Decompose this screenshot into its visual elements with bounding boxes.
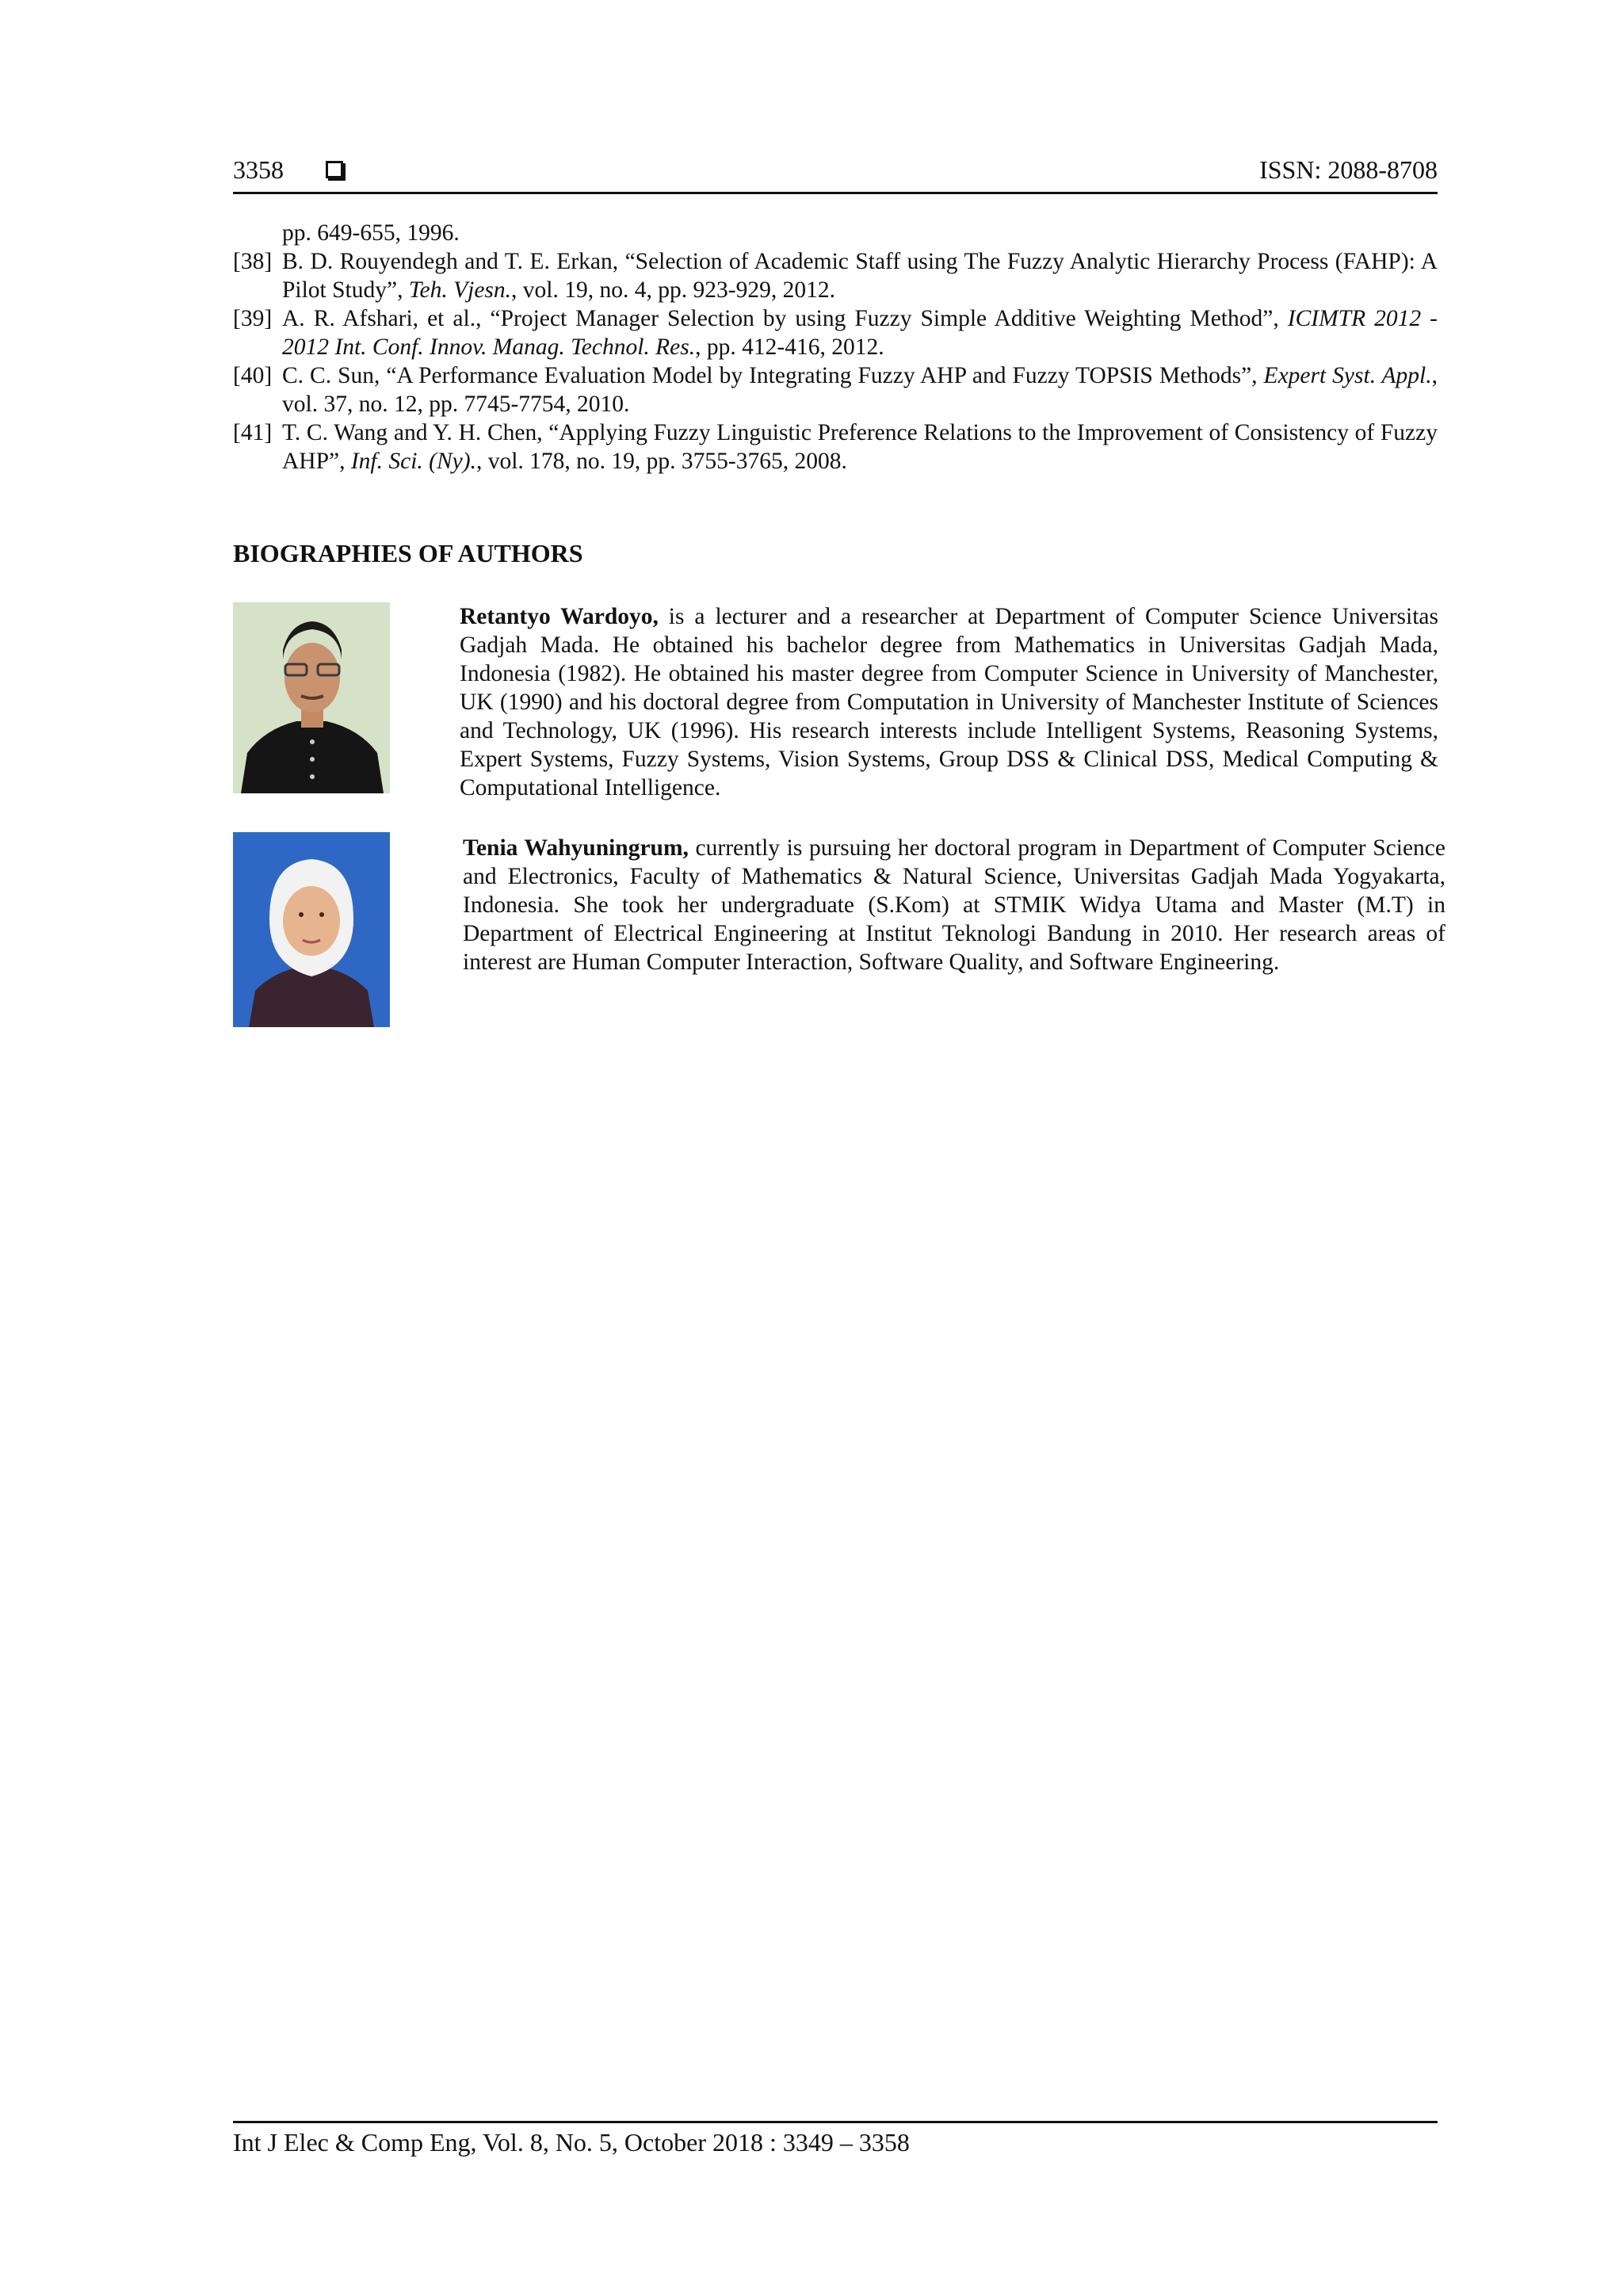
footer-citation: Int J Elec & Comp Eng, Vol. 8, No. 5, October 2018 : 3349 – 3358	[233, 2128, 910, 2157]
author-photo-wahyuningrum	[233, 832, 390, 1027]
reference-details: , vol. 19, no. 4, pp. 923-929, 2012.	[511, 277, 835, 303]
author-photo-wardoyo	[233, 602, 390, 793]
reference-38	[233, 247, 1438, 304]
author-name: Tenia Wahyuningrum,	[463, 835, 689, 861]
reference-journal: Teh. Vjesn.	[408, 277, 512, 303]
reference-41	[233, 418, 1438, 476]
portrait-female-image	[233, 832, 390, 1027]
reference-number: [38]	[233, 249, 273, 274]
page-number: 3358	[233, 155, 284, 184]
author-bio-wardoyo	[460, 602, 1438, 802]
reference-number: [39]	[233, 306, 273, 331]
reference-details: , vol. 178, no. 19, pp. 3755-3765, 2008.	[475, 449, 847, 474]
biographies-heading: BIOGRAPHIES OF AUTHORS	[233, 539, 583, 567]
reference-text: A. R. Afshari, et al., “Project Manager Selection by using Fuzzy Simple Additive Weighting Method”,	[282, 306, 1288, 331]
reference-39	[233, 304, 1438, 361]
page-footer	[233, 2121, 1438, 2157]
reference-text: C. C. Sun, “A Performance Evaluation Model by Integrating Fuzzy AHP and Fuzzy TOPSIS Methods”,	[282, 363, 1264, 388]
reference-journal: ICIMTR 2012 - 2012 Int. Conf. Innov. Manag. Technol. Res.	[282, 306, 1438, 360]
reference-list	[233, 219, 1438, 476]
reference-journal: Inf. Sci. (Ny).	[350, 449, 476, 474]
author-name: Retantyo Wardoyo,	[460, 604, 659, 629]
reference-40	[233, 361, 1438, 418]
author-bio-text: currently is pursuing her doctoral program in Department of Computer Science and Electronics, Faculty of Mathematics & Natural Science, Universitas Gadjah Mada Yogyakarta, Indonesia. She took her undergraduate (S.Kom) at STMIK Widya Utama and Master (M.T) in Department of Electrical Engineering at Institut Teknologi Bandung in 2010. Her research areas of interest are Human Computer Interaction, Software Quality, and Software Engineering.	[463, 835, 1445, 975]
reference-text: B. D. Rouyendegh and T. E. Erkan, “Selection of Academic Staff using The Fuzzy Analytic Hierarchy Process (FAHP): A Pilot Study”,	[282, 249, 1438, 303]
reference-details: , vol. 37, no. 12, pp. 7745-7754, 2010.	[282, 363, 1438, 417]
square-bullet-icon	[326, 161, 343, 178]
author-bio-text: is a lecturer and a researcher at Department of Computer Science Universitas Gadjah Mada. He obtained his bachelor degree from Mathematics in Universitas Gadjah Mada, Indonesia (1982). He obtained his master degree from Computer Science in University of Manchester, UK (1990) and his doctoral degree from Computation in University of Manchester Institute of Sciences and Technology, UK (1996). His research interests include Intelligent Systems, Reasoning Systems, Expert Systems, Fuzzy Systems, Vision Systems, Group DSS & Clinical DSS, Medical Computing & Computational Intelligence.	[460, 604, 1438, 800]
reference-details: , pp. 412-416, 2012.	[695, 334, 884, 360]
reference-continuation: pp. 649-655, 1996.	[282, 220, 460, 246]
portrait-male-image	[233, 602, 390, 793]
author-bio-wahyuningrum	[463, 834, 1445, 976]
reference-number: [41]	[233, 420, 273, 445]
issn: ISSN: 2088-8708	[1259, 155, 1438, 184]
reference-number: [40]	[233, 363, 273, 388]
page-header	[233, 152, 1438, 194]
reference-text: T. C. Wang and Y. H. Chen, “Applying Fuzzy Linguistic Preference Relations to the Improvement of Consistency of Fuzzy AHP”,	[282, 420, 1438, 474]
reference-journal: Expert Syst. Appl.	[1263, 363, 1432, 388]
